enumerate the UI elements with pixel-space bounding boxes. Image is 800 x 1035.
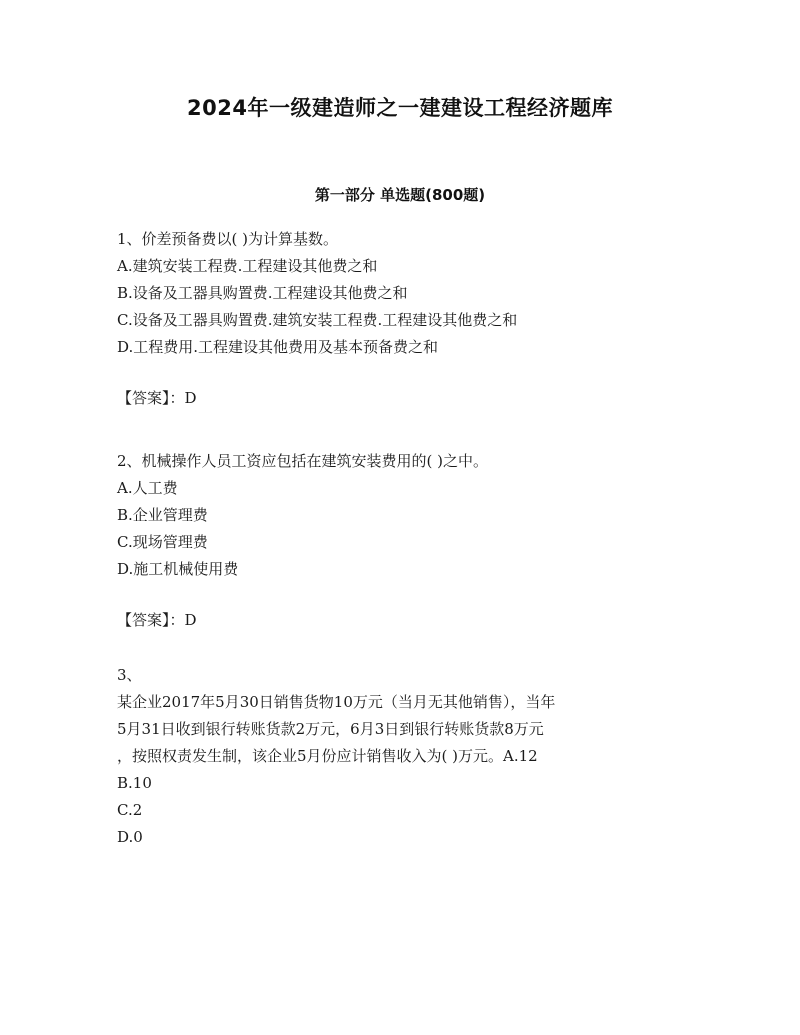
section-heading: 第一部分 单选题(800题) [314,186,486,204]
answer-line: 【答案】：D [117,611,197,629]
question-stem-line: 5月31日收到银行转账货款2万元，6月3日到银行转账货款8万元 [117,720,544,738]
spacer [117,634,687,662]
option-c: C.现场管理费 [117,533,208,551]
document-title: 2024年一级建造师之一建建设工程经济题库 [187,96,613,120]
question-1 [117,226,687,412]
option-b: B.设备及工器具购置费.工程建设其他费之和 [117,284,408,302]
question-stem: 1、价差预备费以( )为计算基数。 [117,230,339,248]
option-d: D.工程费用.工程建设其他费用及基本预备费之和 [117,338,439,356]
question-stem-line: ，按照权责发生制，该企业5月份应计销售收入为( )万元。A.12 [117,747,538,765]
question-2 [117,448,687,634]
option-d: D.0 [117,828,143,846]
question-number: 3、 [117,666,142,684]
option-a: A.人工费 [117,479,178,497]
question-stem: 2、机械操作人员工资应包括在建筑安装费用的( )之中。 [117,452,489,470]
option-a: A.建筑安装工程费.工程建设其他费之和 [117,257,378,275]
spacer [117,412,687,448]
option-b: B.企业管理费 [117,506,208,524]
question-3 [117,662,687,851]
option-b: B.10 [117,774,152,792]
option-d: D.施工机械使用费 [117,560,239,578]
question-list [117,226,687,851]
question-stem-line: 某企业2017年5月30日销售货物10万元（当月无其他销售），当年 [117,693,556,711]
answer-line: 【答案】：D [117,389,197,407]
option-c: C.2 [117,801,143,819]
option-c: C.设备及工器具购置费.建筑安装工程费.工程建设其他费之和 [117,311,518,329]
